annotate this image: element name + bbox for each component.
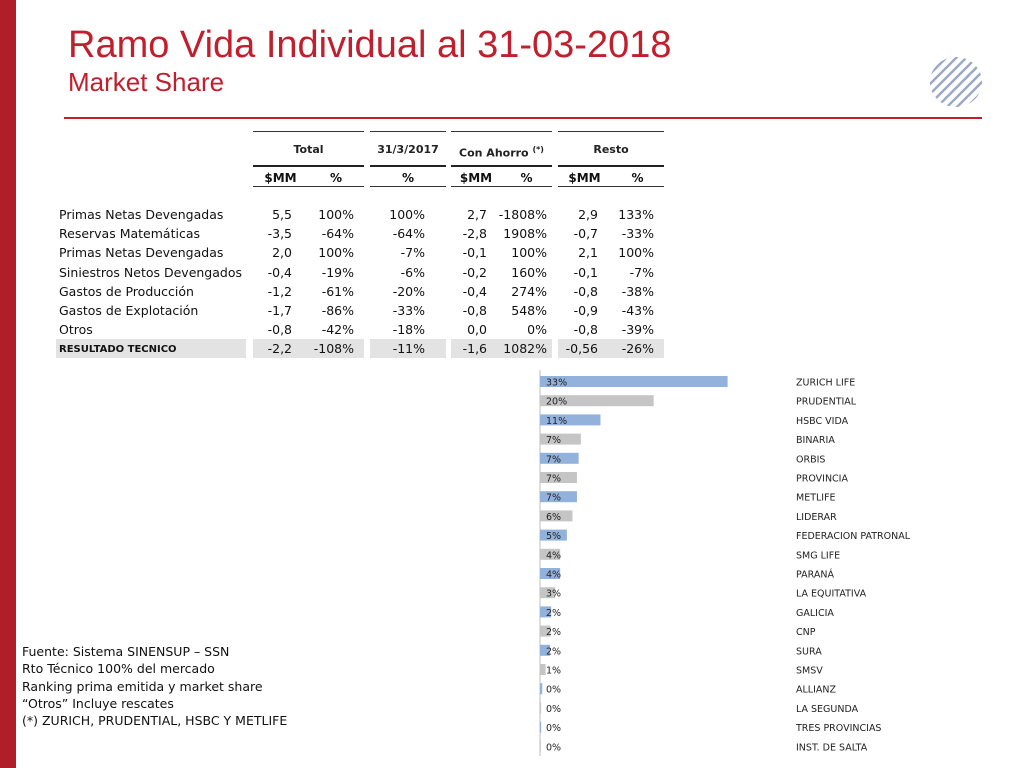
bar-label: 11%	[546, 415, 568, 427]
bar-label: 20%	[546, 396, 568, 408]
header-line	[558, 165, 664, 167]
row-value: 2,1	[578, 245, 598, 261]
page-title: Ramo Vida Individual al 31-03-2018	[68, 24, 672, 66]
row-value: -1808%	[498, 207, 547, 222]
row-value: -33%	[392, 303, 425, 318]
group-line-2017	[370, 131, 446, 132]
result-value: -2,2	[267, 341, 292, 357]
subheader-line	[370, 186, 446, 187]
row-value: -42%	[321, 322, 354, 338]
category-label: ORBIS	[796, 454, 826, 466]
category-label: BINARIA	[796, 435, 835, 447]
row-value: 2,9	[578, 207, 598, 222]
row-value: 100%	[511, 245, 547, 261]
subheader-line	[558, 186, 664, 187]
row-value: -20%	[392, 283, 425, 299]
category-label: SMSV	[796, 665, 823, 677]
subheader-resto-mm: $MM	[568, 171, 601, 185]
bar-label: 2%	[546, 627, 562, 639]
row-value: -7%	[400, 245, 425, 261]
bar-label: 0%	[546, 703, 562, 715]
bar	[540, 664, 546, 675]
row-label: Siniestros Netos Devengados	[59, 264, 242, 280]
row-label: Primas Netas Devengadas	[59, 245, 224, 261]
row-value: 0,0	[467, 322, 487, 338]
result-value: -11%	[392, 341, 425, 357]
header-line	[451, 165, 552, 167]
result-value: 1082%	[503, 341, 547, 357]
bar-label: 4%	[546, 550, 562, 562]
row-label: Primas Netas Devengadas	[59, 207, 224, 222]
row-value: -0,7	[573, 226, 598, 242]
category-label: ZURICH LIFE	[796, 377, 856, 389]
subheader-total-mm: $MM	[264, 171, 297, 185]
bar-label: 4%	[546, 569, 562, 581]
row-value: -0,8	[573, 283, 598, 299]
con-ahorro-note: (*)	[532, 145, 544, 154]
bar-label: 33%	[546, 377, 568, 389]
row-value: -43%	[621, 303, 654, 318]
row-value: -64%	[392, 226, 425, 242]
row-value: -0,4	[267, 264, 292, 280]
market-share-chart	[530, 370, 910, 760]
group-line-ahorro	[451, 131, 552, 132]
group-header-resto: Resto	[593, 143, 629, 156]
row-value: 5,5	[272, 207, 292, 222]
category-label: INST. DE SALTA	[796, 742, 868, 754]
bar-label: 7%	[546, 473, 562, 485]
category-label: FEDERACION PATRONAL	[796, 531, 910, 543]
note-source: Fuente: Sistema SINENSUP – SSN	[22, 644, 230, 659]
row-value: -0,1	[462, 245, 487, 261]
subheader-ahorro-mm: $MM	[459, 171, 493, 185]
result-value: -108%	[313, 341, 354, 357]
row-value: -7%	[629, 264, 654, 280]
subheader-total-pct: %	[329, 171, 343, 185]
con-ahorro-label: Con Ahorro	[459, 146, 529, 160]
row-value: -1,7	[267, 303, 292, 318]
bar-label: 1%	[546, 665, 562, 677]
note-ranking: Ranking prima emitida y market share	[22, 678, 263, 694]
bar-label: 3%	[546, 588, 562, 600]
group-line-resto	[558, 131, 664, 132]
category-label: GALICIA	[796, 607, 834, 619]
result-value: -1,6	[462, 341, 487, 357]
row-value: -3,5	[267, 226, 292, 242]
subheader-resto-pct: %	[631, 171, 644, 185]
row-value: -18%	[392, 322, 425, 338]
row-value: 100%	[318, 245, 354, 261]
category-label: LA SEGUNDA	[796, 703, 859, 715]
row-label: Reservas Matemáticas	[59, 226, 200, 242]
row-value: 2,0	[272, 245, 292, 261]
category-label: ALLIANZ	[796, 684, 836, 696]
page-subtitle: Market Share	[68, 67, 225, 97]
row-value: -0,8	[267, 322, 292, 338]
result-value: -26%	[621, 341, 654, 357]
row-value: -0,2	[462, 264, 487, 280]
note-technical-result: Rto Técnico 100% del mercado	[22, 661, 215, 677]
row-value: 274%	[511, 283, 547, 299]
bar	[540, 702, 541, 713]
row-value: -0,8	[573, 322, 598, 338]
row-value: 0%	[527, 322, 547, 338]
row-label: Gastos de Explotación	[59, 303, 199, 318]
category-label: PROVINCIA	[796, 473, 848, 485]
row-value: 133%	[618, 207, 654, 222]
row-label: Otros	[59, 322, 93, 338]
row-value: -38%	[621, 283, 654, 299]
row-value: -0,4	[462, 283, 487, 299]
bar-label: 0%	[546, 742, 562, 754]
subheader-line	[253, 186, 364, 187]
category-label: HSBC VIDA	[796, 415, 849, 427]
bar-label: 7%	[546, 435, 562, 447]
subheader-2017-pct: %	[401, 171, 415, 185]
category-label: TRES PROVINCIAS	[796, 723, 882, 735]
category-label: SURA	[796, 646, 822, 658]
row-value: -33%	[621, 226, 654, 242]
bar-label: 6%	[546, 511, 562, 523]
row-value: 160%	[511, 264, 547, 280]
row-value: -0,1	[573, 264, 598, 280]
row-value: -86%	[321, 303, 354, 318]
category-label: PARANÁ	[796, 569, 834, 581]
row-value: 100%	[318, 207, 354, 222]
bar-label: 0%	[546, 684, 562, 696]
category-label: PRUDENTIAL	[796, 396, 857, 408]
bar-label: 2%	[546, 607, 562, 619]
row-value: -2,8	[462, 226, 487, 242]
row-value: -0,8	[462, 303, 487, 318]
row-value: -1,2	[267, 283, 292, 299]
category-label: LIDERAR	[796, 511, 837, 523]
category-label: CNP	[796, 627, 816, 639]
header-line	[370, 165, 446, 167]
row-value: 100%	[389, 207, 425, 222]
bar	[540, 722, 541, 733]
note-companies: (*) ZURICH, PRUDENTIAL, HSBC Y METLIFE	[22, 713, 288, 729]
bar-label: 5%	[546, 531, 562, 543]
header-line	[253, 165, 364, 167]
group-line-total	[253, 131, 364, 132]
bar	[540, 683, 542, 694]
bar-label: 7%	[546, 492, 562, 504]
category-label: SMG LIFE	[796, 550, 841, 562]
note-others: “Otros” Incluye rescates	[22, 695, 174, 711]
row-value: 1908%	[503, 226, 547, 242]
footnotes	[22, 643, 287, 729]
subheader-line	[451, 186, 552, 187]
bar	[540, 376, 728, 387]
category-label: LA EQUITATIVA	[796, 588, 867, 600]
row-value: 2,7	[467, 207, 487, 222]
row-value: -61%	[321, 283, 354, 299]
results-table	[0, 0, 1024, 370]
bar-label: 2%	[546, 646, 562, 658]
bar-label: 0%	[546, 723, 562, 735]
row-value: -19%	[321, 264, 354, 280]
bar	[540, 741, 541, 752]
group-header-2017: 31/3/2017	[377, 143, 439, 156]
row-value: -0,9	[573, 303, 598, 318]
category-label: METLIFE	[796, 492, 836, 504]
subheader-ahorro-pct: %	[520, 171, 533, 185]
row-value: -39%	[621, 322, 654, 338]
result-value: -0,56	[565, 341, 598, 357]
group-header-total: Total	[293, 143, 324, 156]
group-header-con-ahorro	[451, 143, 552, 161]
row-label: Gastos de Producción	[59, 283, 194, 299]
row-value: -64%	[321, 226, 354, 242]
result-label: RESULTADO TECNICO	[59, 344, 177, 356]
bar-label: 7%	[546, 454, 562, 466]
row-value: 100%	[618, 245, 654, 261]
row-value: 548%	[511, 303, 547, 318]
row-value: -6%	[400, 264, 425, 280]
